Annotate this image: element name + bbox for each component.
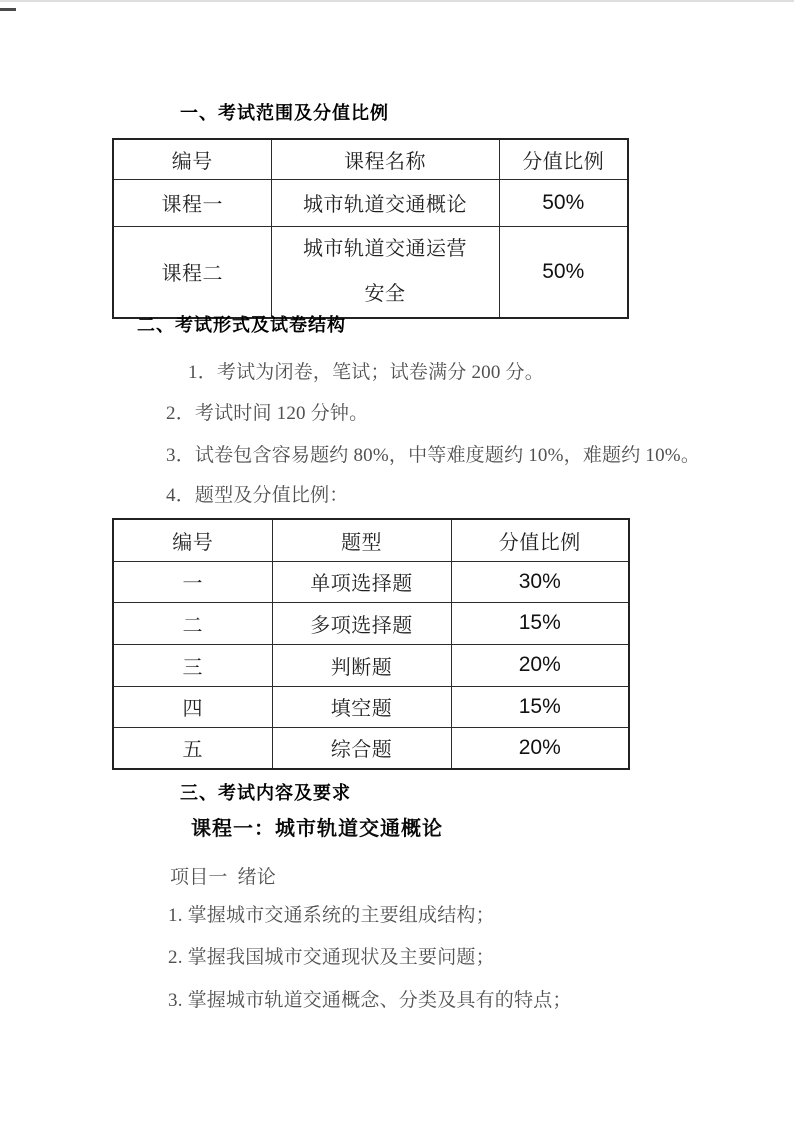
cell-question-type: 综合题 [272, 727, 451, 769]
table-row [113, 561, 629, 602]
cell-course-weight: 50% [499, 226, 628, 318]
cell-course-name: 城市轨道交通概论 [271, 179, 499, 226]
table-header-row [113, 519, 629, 561]
question-type-table [112, 518, 630, 770]
cell-weight: 20% [451, 727, 629, 769]
cell-weight: 15% [451, 686, 629, 727]
cell-number: 三 [113, 644, 272, 686]
col-header-question-type: 题型 [272, 519, 451, 561]
table-header-row [113, 139, 628, 179]
section-2-heading: 二、考试形式及试卷结构 [137, 315, 346, 335]
cell-weight: 30% [451, 561, 629, 602]
course-name-line-2: 安全 [364, 282, 406, 305]
course-weight-table [112, 138, 629, 319]
cell-weight: 15% [451, 602, 629, 644]
cell-number: 五 [113, 727, 272, 769]
cell-question-type: 判断题 [272, 644, 451, 686]
project-1-heading: 项目一 绪论 [170, 867, 276, 888]
table-row [113, 226, 628, 318]
table-row [113, 727, 629, 769]
scan-artifact [0, 8, 16, 11]
table-row [113, 644, 629, 686]
section-1-heading: 一、考试范围及分值比例 [180, 103, 389, 123]
table-row [113, 602, 629, 644]
page-top-edge [0, 0, 794, 2]
course-1-heading: 课程一：城市轨道交通概论 [191, 818, 443, 840]
cell-number: 一 [113, 561, 272, 602]
exam-rule-item-1: 1．考试为闭卷，笔试；试卷满分 200 分。 [188, 362, 544, 383]
col-header-weight: 分值比例 [499, 139, 628, 179]
cell-course-no: 课程二 [113, 226, 271, 318]
cell-question-type: 填空题 [272, 686, 451, 727]
cell-question-type: 单项选择题 [272, 561, 451, 602]
exam-rule-item-4: 4．题型及分值比例： [166, 485, 349, 506]
cell-number: 四 [113, 686, 272, 727]
col-header-number: 编号 [113, 519, 272, 561]
col-header-course-name: 课程名称 [271, 139, 499, 179]
exam-rule-item-2: 2．考试时间 120 分钟。 [166, 403, 369, 424]
table-row [113, 179, 628, 226]
col-header-weight: 分值比例 [451, 519, 629, 561]
col-header-number: 编号 [113, 139, 271, 179]
cell-course-no: 课程一 [113, 179, 271, 226]
cell-course-weight: 50% [499, 179, 628, 226]
cell-question-type: 多项选择题 [272, 602, 451, 644]
requirement-item-3: 3. 掌握城市轨道交通概念、分类及具有的特点； [168, 990, 572, 1011]
table-row [113, 686, 629, 727]
cell-number: 二 [113, 602, 272, 644]
cell-weight: 20% [451, 644, 629, 686]
cell-course-name [271, 226, 499, 318]
course-name-line-1: 城市轨道交通运营 [303, 237, 467, 260]
section-3-heading: 三、考试内容及要求 [180, 783, 351, 803]
requirement-item-2: 2. 掌握我国城市交通现状及主要问题； [168, 947, 495, 968]
exam-rule-item-3: 3．试卷包含容易题约 80%，中等难度题约 10%，难题约 10%。 [166, 445, 701, 466]
requirement-item-1: 1. 掌握城市交通系统的主要组成结构； [168, 905, 495, 926]
